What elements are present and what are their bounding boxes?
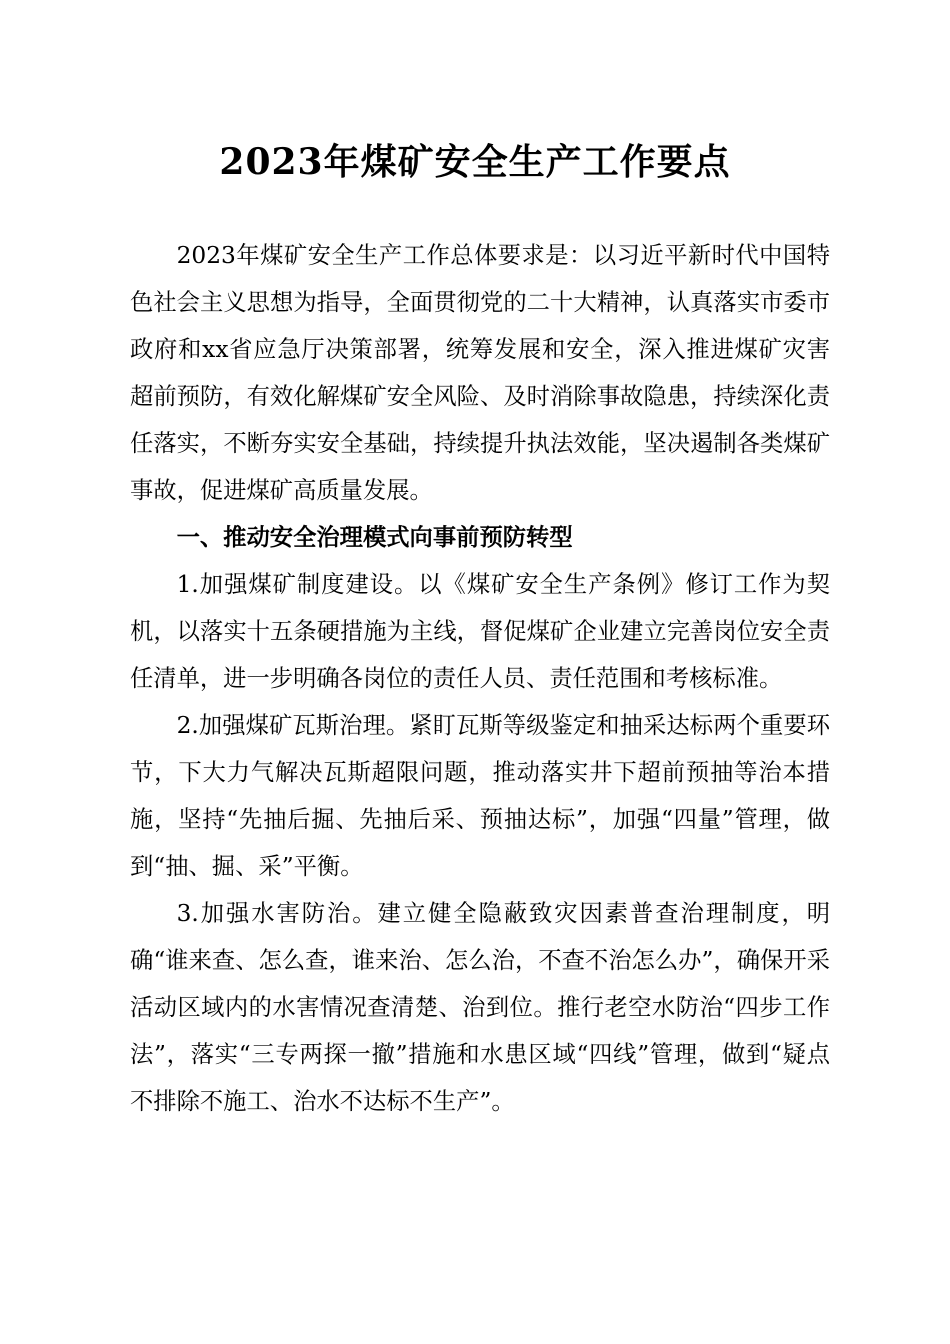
document-title: 2023年煤矿安全生产工作要点 xyxy=(219,141,731,183)
section-heading: 一、推动安全治理模式向事前预防转型 xyxy=(176,524,573,551)
item-paragraph: 3.加强水害防治。建立健全隐蔽致灾因素普查治理制度，明确“谁来查、怎么查，谁来治、怎么治，不查不治怎么办”，确保开采活动区域内的水害情况查清楚、治到位。推行老空水防治“四步工作法”，落实“三专两探一撤”措施和水患区域“四线”管理，做到“疑点不排除不施工、治水不达标不生产”。 xyxy=(130,900,830,1115)
item-paragraph: 2.加强煤矿瓦斯治理。紧盯瓦斯等级鉴定和抽采达标两个重要环节，下大力气解决瓦斯超限问题，推动落实井下超前预抽等治本措施，坚持“先抽后掘、先抽后采、预抽达标”，加强“四量”管理，做到“抽、掘、采”平衡。 xyxy=(130,712,830,880)
item-paragraph: 1.加强煤矿制度建设。以《煤矿安全生产条例》修订工作为契机，以落实十五条硬措施为主线，督促煤矿企业建立完善岗位安全责任清单，进一步明确各岗位的责任人员、责任范围和考核标准。 xyxy=(130,571,830,692)
intro-paragraph: 2023年煤矿安全生产工作总体要求是：以习近平新时代中国特色社会主义思想为指导，全面贯彻党的二十大精神，认真落实市委市政府和xx省应急厅决策部署，统筹发展和安全，深入推进煤矿灾害超前预防，有效化解煤矿安全风险、及时消除事故隐患，持续深化责任落实，不断夯实安全基础，持续提升执法效能，坚决遏制各类煤矿事故，促进煤矿高质量发展。 xyxy=(130,242,830,504)
document-body xyxy=(130,232,830,1125)
